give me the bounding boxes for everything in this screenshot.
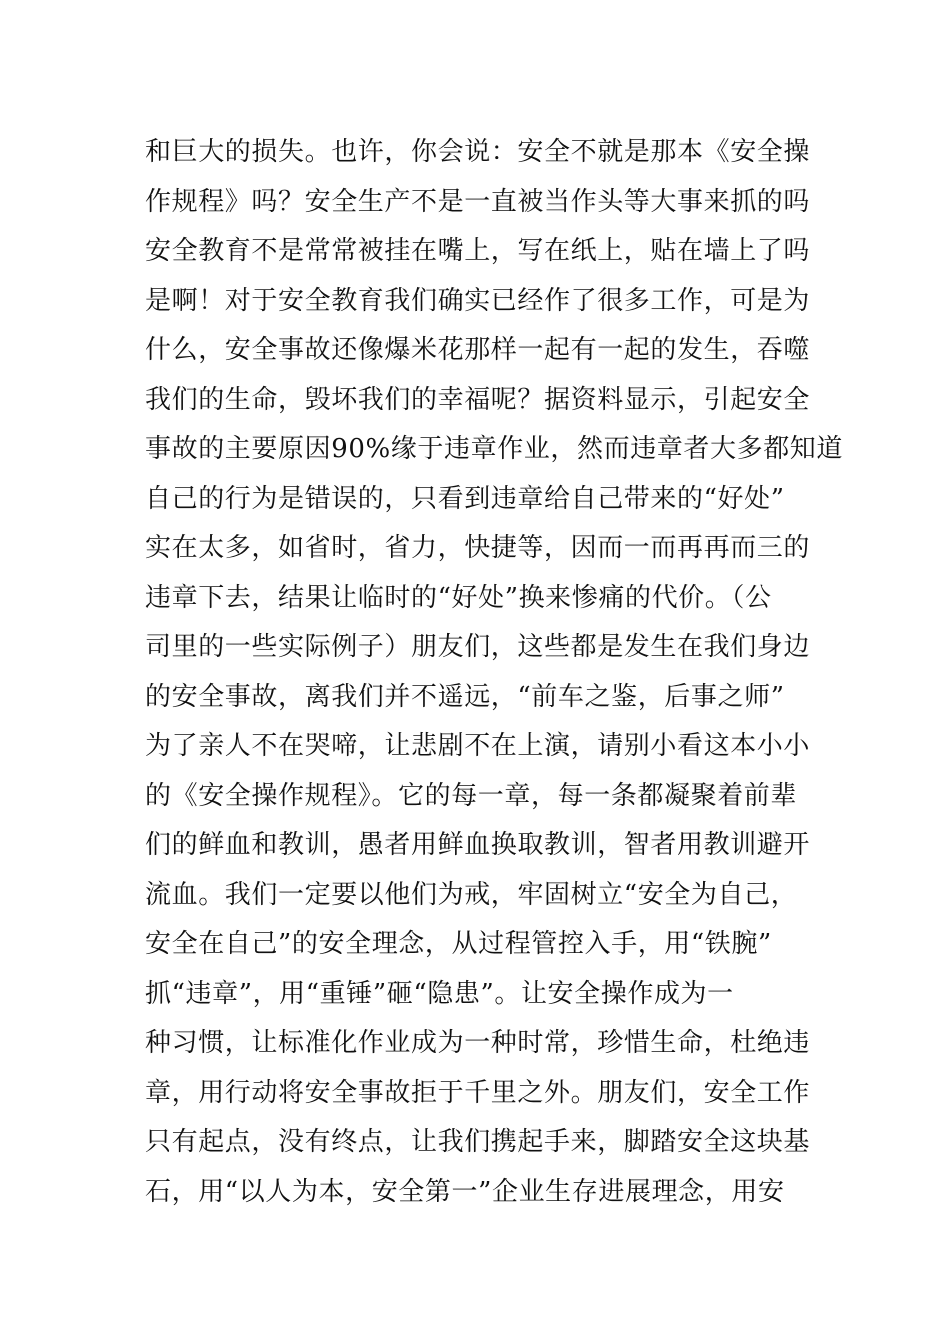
text-line-13: 为了亲人不在哭啼，让悲剧不在上演，请别小看这本小小 xyxy=(145,731,811,761)
text-line-17: 安全在自己”的安全理念，从过程管控入手，用“铁腕” xyxy=(145,929,772,959)
text-line-19: 种习惯，让标准化作业成为一种时常，珍惜生命，杜绝违 xyxy=(145,1028,811,1058)
text-line-18: 抓“违章”，用“重锤”砸“隐患”。让安全操作成为一 xyxy=(145,978,734,1009)
body-text xyxy=(145,128,843,1217)
text-line-14: 的《安全操作规程》。它的每一章，每一条都凝聚着前辈 xyxy=(145,780,798,811)
text-line-20: 章，用行动将安全事故拒于千里之外。朋友们，安全工作 xyxy=(145,1077,811,1108)
text-line-16: 流血。我们一定要以他们为戒，牢固树立“安全为自己， xyxy=(145,879,798,910)
text-line-10: 违章下去，结果让临时的“好处”换来惨痛的代价。（公 xyxy=(145,582,772,613)
text-line-2: 作规程》吗？安全生产不是一直被当作头等大事来抓的吗 xyxy=(145,186,811,217)
text-line-12: 的安全事故，离我们并不遥远，“前车之鉴，后事之师” xyxy=(145,681,785,712)
text-line-11: 司里的一些实际例子）朋友们，这些都是发生在我们身边 xyxy=(145,632,811,662)
text-line-6: 我们的生命，毁坏我们的幸福呢？据资料显示，引起安全 xyxy=(145,384,811,415)
text-line-4: 是啊！对于安全教育我们确实已经作了很多工作，可是为 xyxy=(145,285,811,316)
text-line-22: 石，用“以人为本，安全第一”企业生存进展理念，用安 xyxy=(145,1176,785,1207)
text-line-15: 们的鲜血和教训，愚者用鲜血换取教训，智者用教训避开 xyxy=(145,830,811,860)
text-line-3: 安全教育不是常常被挂在嘴上，写在纸上，贴在墙上了吗 xyxy=(145,236,811,266)
text-line-7: 事故的主要原因90%缘于违章作业，然而违章者大多都知道 xyxy=(145,434,843,464)
text-line-21: 只有起点，没有终点，让我们携起手来，脚踏安全这块基 xyxy=(145,1127,811,1157)
text-line-1: 和巨大的损失。也许，你会说：安全不就是那本《安全操 xyxy=(145,137,811,167)
text-line-8: 自己的行为是错误的，只看到违章给自己带来的“好处” xyxy=(145,483,785,514)
text-line-5: 什么，安全事故还像爆米花那样一起有一起的发生，吞噬 xyxy=(145,335,811,365)
text-line-9: 实在太多，如省时，省力，快捷等，因而一而再再而三的 xyxy=(145,533,811,563)
